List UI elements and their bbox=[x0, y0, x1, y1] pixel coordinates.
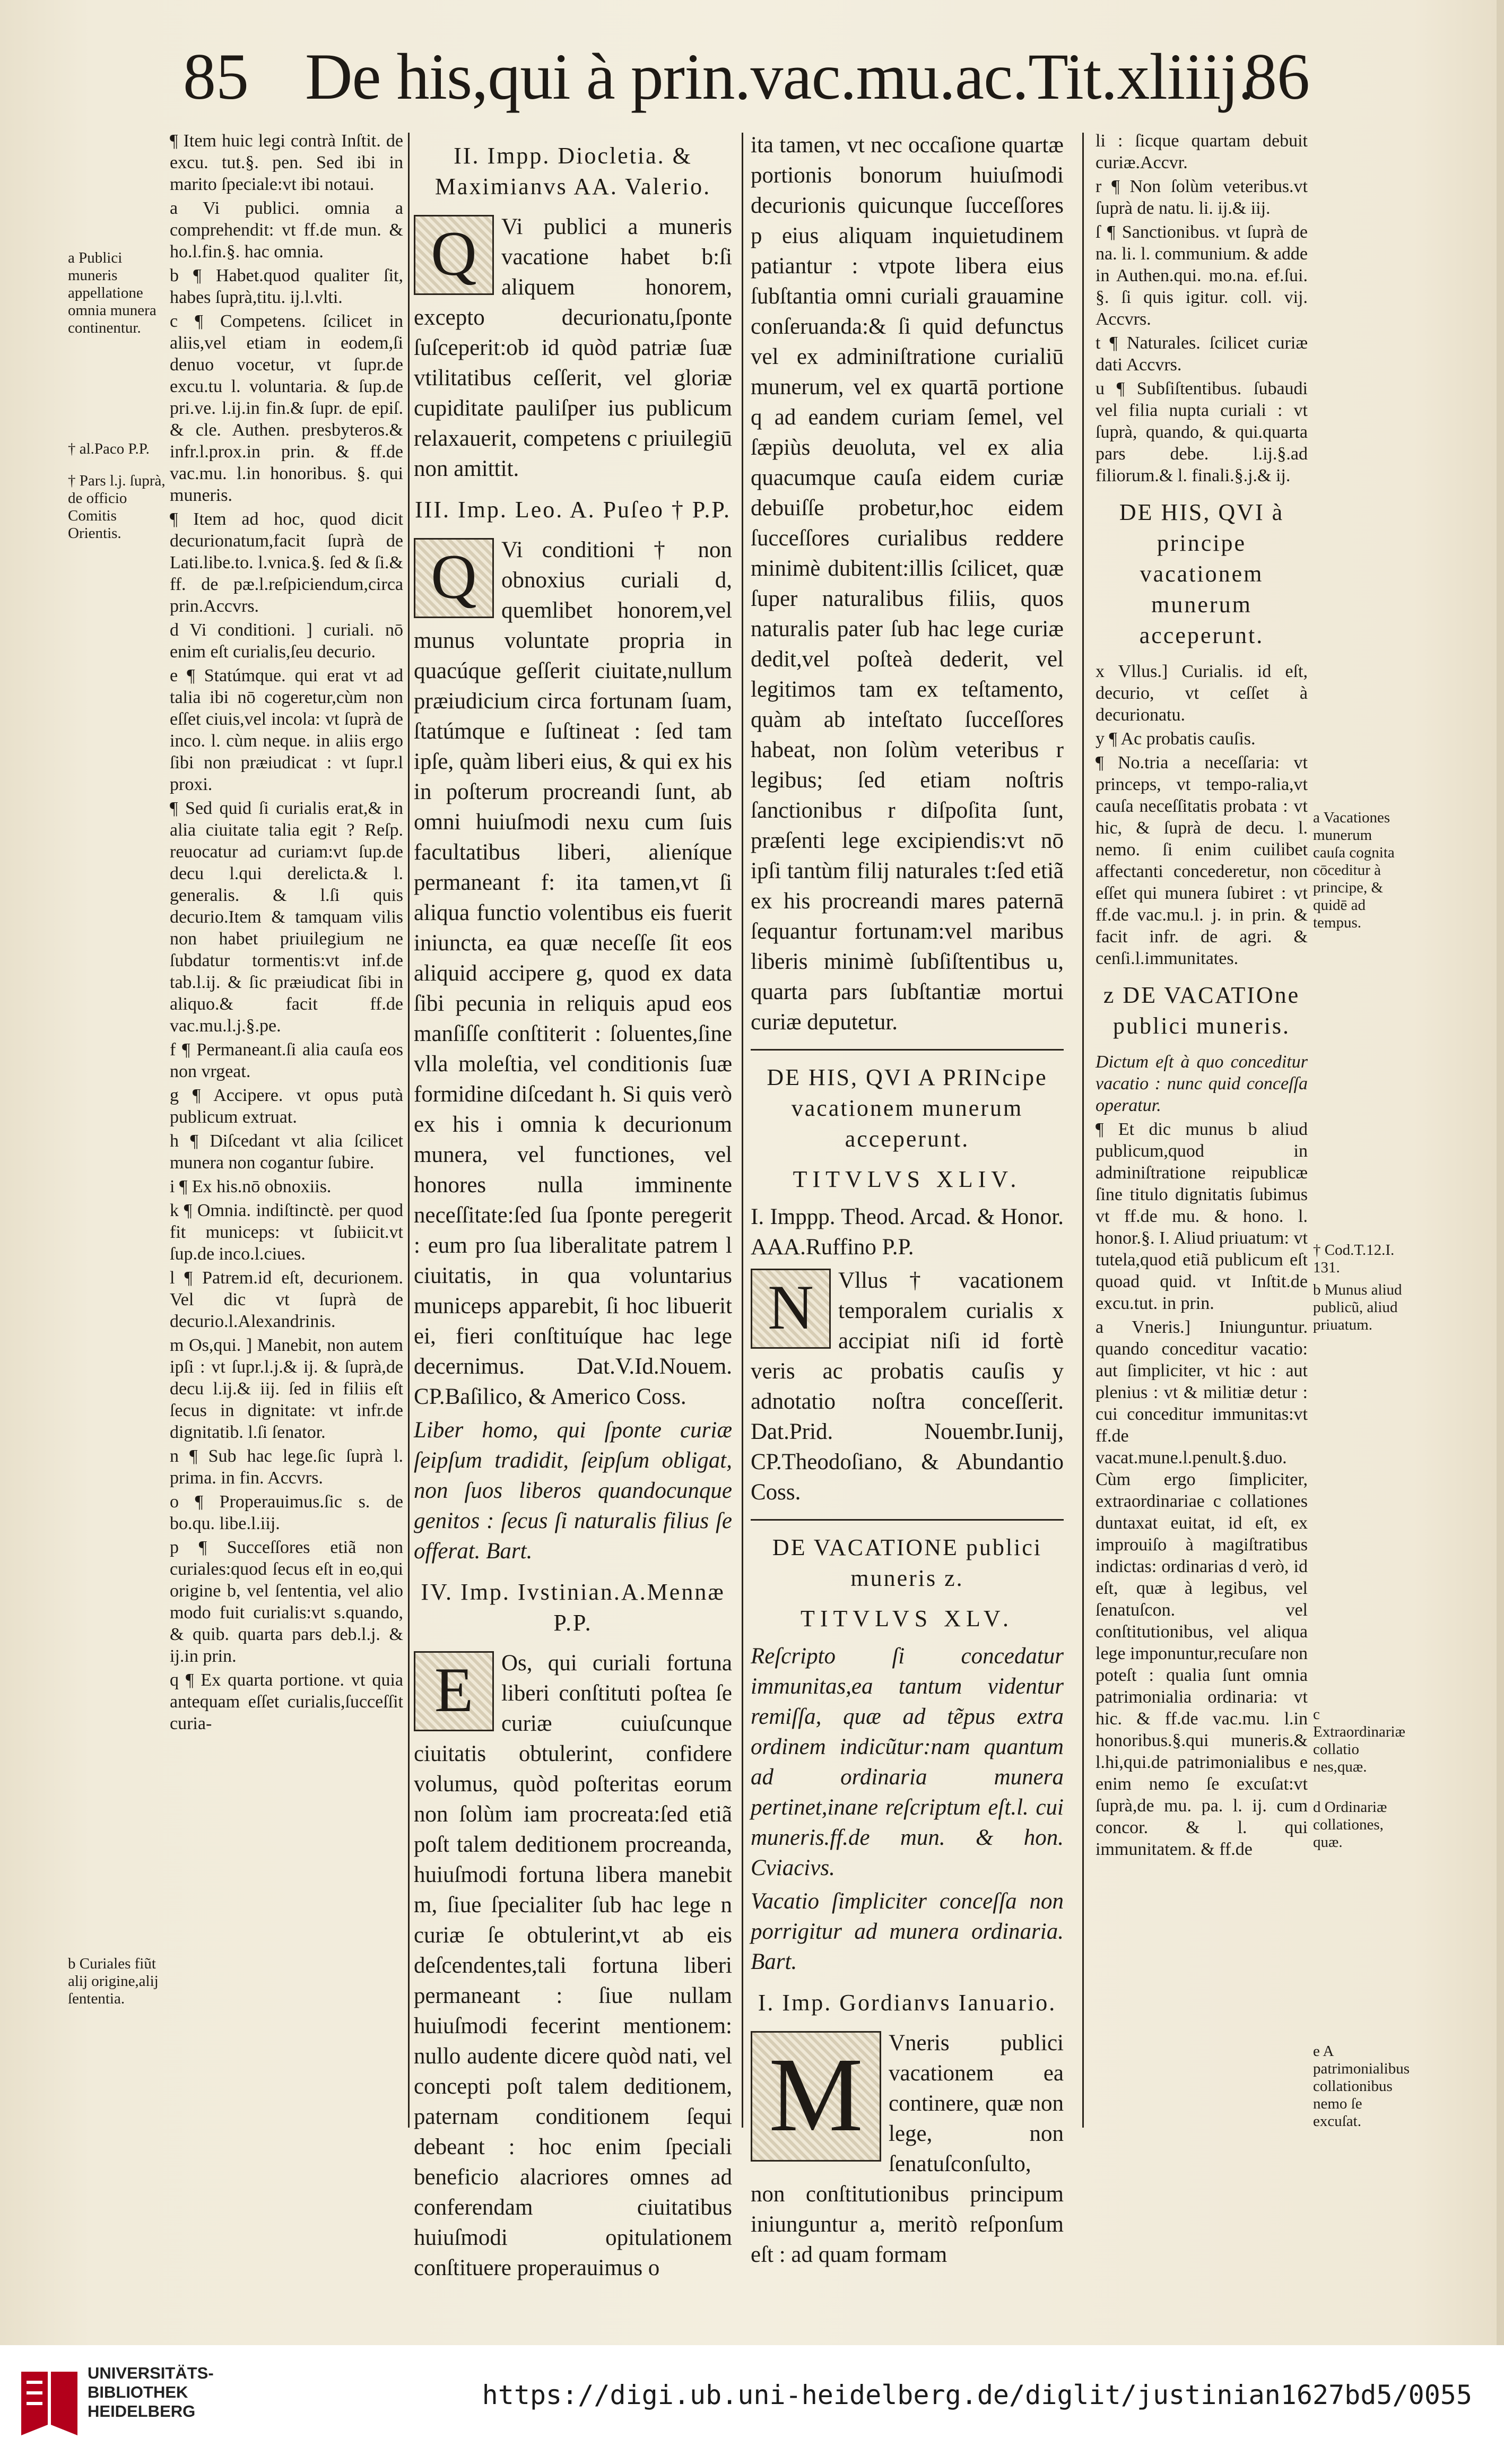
summary-text: Liber homo, qui ſponte curiæ ſeipſum tradidit, ſeipſum obligat, non ſuos liberos quandocunque genitos : ſecus ſi naturalis filius ſe offerat. Bart. bbox=[414, 1418, 732, 1564]
gloss-paragraph: r ¶ Non ſolùm veteribus.vt ſuprà de natu. li. ij.& iij. bbox=[1096, 177, 1308, 218]
gloss-column-right bbox=[1096, 130, 1308, 1862]
column-rule bbox=[408, 133, 410, 2128]
gloss-title-heading: DE HIS, QVI à principe vacationem munerum acceperunt. bbox=[1119, 499, 1284, 648]
running-title: De his,qui à prin.vac.mu.ac.Tit.xliiij. bbox=[305, 40, 1254, 113]
initial-m-icon: M bbox=[751, 2031, 881, 2162]
section-divider bbox=[751, 1519, 1064, 1521]
gloss-paragraph: a Vi publici. omnia a comprehendit: vt ff.de mun. & ho.l.fin.§. hac omnia. bbox=[170, 198, 403, 262]
gloss-paragraph: li : ſicque quartam debuit curiæ.Accvr. bbox=[1096, 131, 1308, 172]
gloss-paragraph: u ¶ Subſiſtentibus. ſubaudi vel filia nupta curiali : vt ſuprà, quando, & qui.quarta pars debe. l.ij.§.ad filiorum.& l. finali.§.j.& ij. bbox=[1096, 379, 1308, 485]
section-divider bbox=[751, 1049, 1064, 1051]
lex-heading: IV. Imp. Ivstinian.A.Mennæ P.P. bbox=[421, 1579, 725, 1636]
lex-text: E Os, qui curiali fortuna liberi conſtituti poſtea ſe curiæ cuiuſcunque ciuitatis obtulerint, confidere volumus, quòd poſteritas eorum non ſolùm iam procreata:ſed etiã poſt talem deditionem procreanda, huiuſmodi fortuna libera manebit m, ſiue ſpecialiter ſub hac lege n curiæ ſe obtulerint,vt ab eis deſcendentes,tali fortuna liberi permaneant : ſiue nullam huiuſmodi fecerint mentionem: nullo audente dicere quòd nati, vel concepti poſt talem deditionem, paternam conditionem ſequi debeant : hoc enim ſpeciali beneficio alacriores omnes ad conferendam ciuitatibus huiuſmodi opitulationem conſtituere properauimus o bbox=[414, 1651, 732, 2280]
margin-note-right: a Vacationes munerum cauſa cognita cōceditur à principe, & quidē ad tempus. bbox=[1313, 809, 1395, 931]
page-number-right: 86 bbox=[1244, 40, 1310, 113]
gloss-paragraph: o ¶ Properauimus.ſic s. de bo.qu. libe.l.iij. bbox=[170, 1492, 403, 1533]
summary-text: Vacatio ſimpliciter conceſſa non porrigitur ad munera ordinaria. Bart. bbox=[751, 1889, 1064, 1974]
gloss-paragraph: q ¶ Ex quarta portione. vt quia antequam eſſet curialis,ſucceſſit curia- bbox=[170, 1670, 403, 1733]
margin-note-right: b Munus aliud publicũ, aliud priuatum. bbox=[1313, 1281, 1402, 1333]
gloss-paragraph: t ¶ Naturales. ſcilicet curiæ dati Accvrs. bbox=[1096, 333, 1308, 375]
gloss-column-left bbox=[170, 130, 403, 1737]
gloss-paragraph: p ¶ Succeſſores etiã non curiales:quod ſecus eſt in eo,qui origine b, vel ſententia, vel alio modo fuit curialis:vt s.quando, & quib. quarta pars deb.l.j. & ij.in prin. bbox=[170, 1538, 403, 1666]
text-column-center-right bbox=[751, 130, 1064, 2273]
gloss-paragraph: n ¶ Sub hac lege.ſic ſuprà l. prima. in fin. Accvrs. bbox=[170, 1446, 403, 1488]
lex-heading: I. Imp. Gordianvs Ianuario. bbox=[758, 1990, 1057, 2016]
library-name bbox=[88, 2364, 214, 2421]
page-number-left: 85 bbox=[183, 40, 249, 113]
initial-n-icon: N bbox=[751, 1269, 831, 1349]
margin-note-left: b Curiales fiũt alij origine,alij ſententia. bbox=[68, 1955, 159, 2007]
text-column-center-left bbox=[414, 130, 732, 2286]
lex-text: Q Vi conditioni † non obnoxius curiali d, quemlibet honorem,vel munus voluntate propria in quacúque geſſerit ciuitate,nullum præiudicium circa fortunam ſuam, ſtatúmque e ſuſtineat : ſed tam ipſe, quàm liberi eius, & qui ex his in poſterum procreandi ſunt, ab omni huiuſmodi nexu cum ſuis facultatibus liberi, alieníque permaneant f: ita tamen,vt ſi aliqua functio volentibus eis fuerit iniuncta, ea quæ neceſſe ſit eos aliquid accipere g, quod ex data ſibi pecunia in reliquis apud eos manſiſſe conſtiterit : ſoluentes,ſine vlla moleſtia, vel conditionis ſuæ formidine diſcedant h. Si quis verò ex his i omnia k decurionum munera, vel functiones, vel honores nulla imminente neceſſitate:ſed ſua ſponte peregerit : eum pro ſua liberalitate patrem l ciuitatis, in qua voluntarius municeps apparebit, ſi hoc libuerit ei, fieri conſtituíque hac lege decernimus. Dat.V.Id.Nouem. CP.Baſilico, & Americo Coss. bbox=[414, 537, 732, 1409]
gloss-paragraph: a Vneris.] Iniunguntur. quando conceditur vacatio: aut ſimpliciter, vt hic : aut plenius : vt & militiæ detur : cui conceditur immunitas:vt ff.de vacat.mune.l.penult.§.duo. Cùm ergo ſimpliciter, extraordinariae c collationes duntaxat euitat, id eſt, ex improuiſo à magiſtratibus indictas: ordinarias d verò, id eſt, quæ à legibus, vel ſenatuſcon. vel conſtitutionibus, vel aliqua lege imponuntur,recuſare non poteſt : qualia ſunt omnia patrimonialia ordinaria: vt hic. & ff.de vac.mu. l.in honoribus.§.qui muneris.& l.hi,qui.de patrimonialibus e enim nemo ſe excuſat:vt ſuprà,de mu. pa. l. ij. cum concor. & l. qui immunitatem. & ff.de bbox=[1096, 1317, 1308, 1859]
margin-note-right: c Extraordinariæ collatio nes,quæ. bbox=[1313, 1706, 1405, 1775]
summary-text: Reſcripto ſi concedatur immunitas,ea tantum videntur remiſſa, quæ ad tẽpus extra ordinem indicũtur:nam quantum ad ordinaria munera pertinet,inane reſcriptum eſt.l. cui muneris.ff.de mun. & hon. Cviacivs. bbox=[751, 1644, 1064, 1880]
library-name-line: UNIVERSITÄTS- bbox=[88, 2364, 214, 2382]
gloss-paragraph: g ¶ Accipere. vt opus putà publicum extruat. bbox=[170, 1086, 403, 1127]
gloss-paragraph: ¶ Et dic munus b aliud publicum,quod in adminiſtratione reipublicæ ſine titulo dignitatis ſubimus vt ff.de mu. & hono. l. honor.§. I. Aliud priuatum: vt tutela,quod etiã publicum eſt quoad quid. vt Inſtit.de excu.tut. in prin. bbox=[1096, 1120, 1308, 1313]
gloss-paragraph: c ¶ Competens. ſcilicet in aliis,vel etiam in eodem,ſi denuo vocetur, vt ſupr.de excu.tu l. voluntaria. & ſup.de pri.ve. l.ij.in fin.& ſupr. de epiſ. & cle. Authen. presbyteros.& infr.l.prox.in prin. & ff.de vac.mu. l.in honoribus. §. qui muneris. bbox=[170, 311, 403, 505]
gloss-paragraph: ¶ Item huic legi contrà Inſtit. de excu. tut.§. pen. Sed ibi in marito ſpeciale:vt ibi notaui. bbox=[170, 131, 403, 194]
lex-heading: I. Imppp. Theod. Arcad. & Honor. AAA.Ruffino P.P. bbox=[751, 1204, 1064, 1260]
margin-note-left: a Publici muneris appellatione omnia munera continentur. bbox=[68, 249, 157, 336]
lex-heading: II. Impp. Diocletia. & Maximianvs AA. Valerio. bbox=[434, 143, 711, 199]
gloss-paragraph: ¶ Sed quid ſi curialis erat,& in alia ciuitate talia egit ? Reſp. reuocatur ad curiam:vt ſup.de decu l.qui derelicta.& l. generalis. & l.ſi quis decurio.Item & tamquam vilis non habet priuilegium ne ſubdatur tormentis:vt inf.de tab.l.ij. & ſic præiudicat ſibi in aliquo.& facit ff.de vac.mu.l.j.§.pe. bbox=[170, 799, 403, 1036]
page-edge bbox=[1497, 0, 1504, 2345]
gloss-paragraph: e ¶ Statúmque. qui erat vt ad talia ibi nō cogeretur,cùm non eſſet ciuis,vel incola: vt ſuprà de inco. l. cùm neque. in aliis ergo ſibi non præiudicat : vt ſupr.l proxi. bbox=[170, 666, 403, 794]
title-number: TITVLVS XLV. bbox=[801, 1606, 1014, 1632]
column-rule bbox=[1082, 133, 1084, 2128]
lex-text: Q Vi publici a muneris vacatione habet b:ſi aliquem honorem, excepto decurionatu,ſponte ſuſceperit:ob id quòd patriæ ſuæ vtilitatibus ceſſerit, vel gloriæ cupiditate pauliſper ius publicum relaxauerit, competens c priuilegiū non amittit. bbox=[414, 214, 732, 481]
gloss-paragraph: l ¶ Patrem.id eſt, decurionem. Vel dic vt ſuprà de decurio.l.Alexandrinis. bbox=[170, 1268, 403, 1331]
lex-text: M Vneris publici vacationem ea continere, quæ non lege, non ſenatuſconſulto, non conſtitutionibus principum iniunguntur a, meritò reſponſum eſt : ad quam formam bbox=[751, 2031, 1064, 2267]
lex-text: N Vllus † vacationem temporalem curialis x accipiat niſi id fortè veris ac probatis cauſis y adnotatio noſtra conceſſerit. Dat.Prid. Nouembr.Iunij, CP.Theodoſiano, & Abundantio Coss. bbox=[751, 1268, 1064, 1505]
gloss-paragraph: f ¶ Permaneant.ſi alia cauſa eos non vrgeat. bbox=[170, 1040, 403, 1081]
initial-q-icon: Q bbox=[414, 215, 494, 295]
gloss-paragraph: Dictum eſt à quo conceditur vacatio : nunc quid conceſſa operatur. bbox=[1096, 1052, 1308, 1115]
title-heading: DE HIS, QVI A PRINcipe vacationem munerum acceperunt. bbox=[767, 1064, 1048, 1152]
library-name-line: HEIDELBERG bbox=[88, 2402, 196, 2420]
lex-text: ita tamen, vt nec occaſione quartæ portionis bonorum huiuſmodi decurionis quicunque ſucceſſores p eius aliquam inquietudinem patiantur : vtpote libera eius ſubſtantia omni curiali grauamine conſeruanda:& ſi quid defunctus vel ex adminiſtratione curialiū munerum, vel ex quartā portione q ad eandem curiam ſemel, vel ſæpiùs deuoluta, vel ex alia quacumque cauſa eidem curiæ debuiſſe probetur,hoc eidem ſucceſſores curialibus reddere minimè dubitent:illis ſcilicet, quæ ſuper naturalibus filiis, quos naturalis pater ſub hac lege curiæ dedit,vel poſteà dederit, vel legitimos tam ex teſtamento, quàm ab inteſtato ſucceſſores habeat, non ſolùm veteribus r legibus; ſed etiam noſtris ſanctionibus r diſpoſita ſunt, præſenti lege excipiendis:vt nō ipſi tantùm filij naturales t:ſed etiã ex his procreandi mares paternā ſequantur fortunam:vel maribus liberis minimè ſubſiſtentibus u, quarta pars ſubſtantiæ mortui curiæ deputetur. bbox=[751, 133, 1064, 1035]
library-name-line: BIBLIOTHEK bbox=[88, 2383, 188, 2401]
margin-note-right: e A patrimonialibus collationibus nemo ſe excuſat. bbox=[1313, 2043, 1410, 2130]
gloss-paragraph: k ¶ Omnia. indiſtinctè. per quod fit municeps: vt ſubiicit.vt ſup.de inco.l.ciues. bbox=[170, 1201, 403, 1264]
margin-note-left: † Pars l.j. ſuprà, de officio Comitis Orientis. bbox=[68, 472, 166, 542]
gloss-paragraph: h ¶ Diſcedant vt alia ſcilicet munera non cogantur ſubire. bbox=[170, 1131, 403, 1173]
gloss-paragraph: ſ ¶ Sanctionibus. vt ſuprà de na. li. l. communium. & adde in Authen.qui. mo.na. ef.ſui. §. ſi quis igitur. coll. vij. Accvrs. bbox=[1096, 222, 1308, 329]
gloss-paragraph: x Vllus.] Curialis. id eſt, decurio, vt ceſſet à decurionatu. bbox=[1096, 662, 1308, 725]
initial-q-icon: Q bbox=[414, 538, 494, 618]
gloss-paragraph: b ¶ Habet.quod qualiter ſit, habes ſuprà,titu. ij.l.vlti. bbox=[170, 266, 403, 307]
title-number: TITVLVS XLIV. bbox=[793, 1166, 1022, 1192]
lex-heading: III. Imp. Leo. A. Puſeo † P.P. bbox=[415, 497, 731, 523]
margin-note-left: † al.Paco P.P. bbox=[68, 440, 150, 457]
margin-note-right: d Ordinariæ collationes, quæ. bbox=[1313, 1799, 1387, 1851]
column-rule bbox=[742, 133, 743, 2128]
initial-e-icon: E bbox=[414, 1651, 494, 1731]
gloss-paragraph: d Vi conditioni. ] curiali. nō enim eſt curialis,ſeu decurio. bbox=[170, 620, 403, 662]
margin-note-right: † Cod.T.12.I. 131. bbox=[1313, 1242, 1395, 1276]
permalink-url[interactable]: https://digi.ub.uni-heidelberg.de/diglit/justinian1627bd5/0055 bbox=[482, 2380, 1472, 2410]
title-heading: DE VACATIONE publici muneris z. bbox=[772, 1534, 1042, 1591]
gloss-paragraph: ¶ No.tria a neceſſaria: vt princeps, vt tempo-ralia,vt cauſa neceſſitatis probata : vt hic, & ſuprà de decu. l. nemo. ſi enim cuilibet affectanti concederetur, non eſſet qui munera ſubiret : vt ff.de vac.mu.l. j. in prin. & facit infr. de agri. & cenſi.l.immunitates. bbox=[1096, 753, 1308, 968]
gloss-paragraph: m Os,qui. ] Manebit, non autem ipſi : vt ſupr.l.j.& ij. & ſuprà,de decu l.ij.& iij. ſed in filiis eſt ſecus in dignitate: vt infr.de dignitatib. l.ſi ſenator. bbox=[170, 1335, 403, 1442]
gloss-paragraph: ¶ Item ad hoc, quod dicit decurionatum,facit ſuprà de Lati.libe.to. l.vnica.§. ſed & ſi.& ff. de pæ.l.reſpiciendum,circa prin.Accvrs. bbox=[170, 509, 403, 616]
gloss-paragraph: y ¶ Ac probatis cauſis. bbox=[1096, 729, 1256, 749]
gloss-title-heading: z DE VACATIOne publici muneris. bbox=[1103, 982, 1300, 1039]
gloss-paragraph: i ¶ Ex his.nō obnoxiis. bbox=[170, 1177, 332, 1196]
